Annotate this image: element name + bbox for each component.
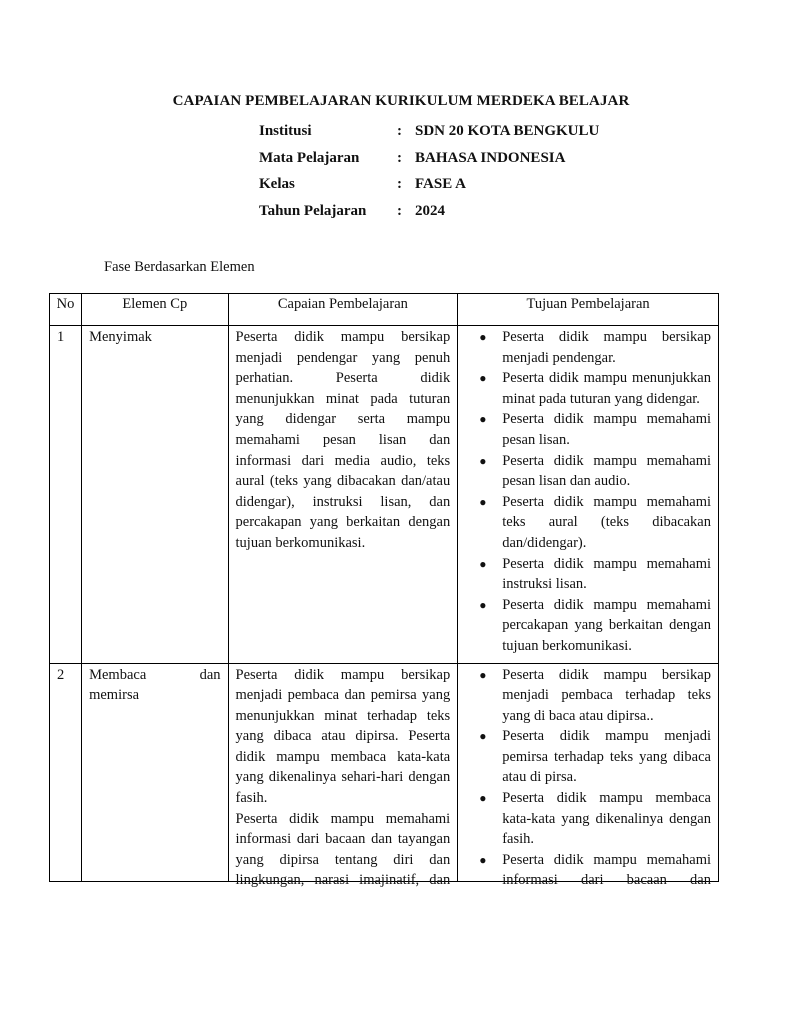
capaian-block bbox=[235, 665, 451, 889]
list-item bbox=[458, 409, 711, 450]
info-row bbox=[259, 145, 599, 172]
row-number: 1 bbox=[50, 326, 82, 664]
info-row bbox=[259, 171, 599, 198]
tujuan-list bbox=[458, 665, 711, 892]
bullet-icon: ● bbox=[479, 412, 487, 427]
capaian-paragraph: Peserta didik mampu bersikap menjadi pembaca dan pemirsa yang menunjukkan minat terhadap teks yang dibaca atau dipirsa. Peserta didik mampu membaca kata-kata yang dikenalinya sehari-hari dengan fasih. bbox=[235, 666, 451, 807]
row-tujuan bbox=[458, 663, 719, 889]
section-subtitle: Fase Berdasarkan Elemen bbox=[104, 259, 255, 275]
info-separator: : bbox=[397, 176, 402, 193]
cp-table bbox=[49, 293, 719, 889]
bullet-icon: ● bbox=[479, 667, 487, 682]
info-block bbox=[259, 118, 599, 225]
info-value: BAHASA INDONESIA bbox=[415, 149, 566, 166]
list-item-text: Peserta didik mampu bersikap menjadi pembaca terhadap teks yang di baca atau dipirsa.. bbox=[502, 666, 711, 724]
list-item bbox=[458, 368, 711, 409]
list-item-text: Peserta didik mampu menjadi pemirsa terhadap teks yang dibaca atau di pirsa. bbox=[502, 728, 711, 786]
table-header-row bbox=[50, 294, 719, 326]
bullet-icon: ● bbox=[479, 852, 487, 867]
bullet-icon: ● bbox=[479, 556, 487, 571]
info-separator: : bbox=[397, 122, 402, 139]
row-elemen: Menyimak bbox=[82, 326, 228, 664]
info-value: SDN 20 KOTA BENGKULU bbox=[415, 122, 600, 139]
list-item bbox=[458, 665, 711, 727]
tujuan-block bbox=[458, 665, 711, 889]
bullet-icon: ● bbox=[479, 729, 487, 744]
info-label: Institusi bbox=[259, 122, 312, 139]
bullet-icon: ● bbox=[479, 791, 487, 806]
document-title: CAPAIAN PEMBELAJARAN KURIKULUM MERDEKA BELAJAR bbox=[172, 93, 630, 109]
list-item-text: Peserta didik mampu memahami instruksi lisan. bbox=[502, 555, 711, 593]
info-value: FASE A bbox=[415, 176, 466, 193]
list-item bbox=[458, 595, 711, 657]
header-no: No bbox=[50, 294, 82, 326]
bullet-icon: ● bbox=[479, 494, 487, 509]
list-item bbox=[458, 554, 711, 595]
info-row bbox=[259, 118, 599, 145]
info-value: 2024 bbox=[415, 202, 445, 219]
tujuan-list bbox=[458, 327, 711, 657]
list-item bbox=[458, 726, 711, 788]
info-label: Kelas bbox=[259, 176, 295, 193]
list-item-text: Peserta didik mampu menunjukkan minat pada tuturan yang didengar. bbox=[502, 370, 711, 407]
row-elemen bbox=[82, 663, 228, 881]
list-item-text: Peserta didik mampu memahami pesan lisan dan audio. bbox=[502, 452, 711, 490]
list-item bbox=[458, 492, 711, 554]
table-row bbox=[50, 663, 719, 881]
info-separator: : bbox=[397, 202, 402, 219]
bullet-icon: ● bbox=[479, 453, 487, 468]
list-item-text: Peserta didik mampu memahami informasi dari bacaan dan bbox=[502, 851, 711, 889]
row-number bbox=[50, 663, 82, 881]
header-elemen: Elemen Cp bbox=[82, 294, 228, 326]
info-label: Mata Pelajaran bbox=[259, 149, 360, 166]
row-tujuan bbox=[458, 326, 719, 664]
capaian-paragraph: Peserta didik mampu bersikap menjadi pendengar yang penuh perhatian. Peserta didik menunjukkan minat pada tuturan yang didengar serta mampu memahami pesan lisan dan informasi dari media audio, teks aural (teks yang dibacakan dan/atau didengar), instruksi lisan, dan percakapan yang berkaitan dengan tujuan berkomunikasi. bbox=[235, 329, 451, 551]
row-number-text: 2 bbox=[57, 666, 65, 683]
row-capaian bbox=[228, 326, 458, 664]
bullet-icon: ● bbox=[479, 371, 487, 386]
list-item bbox=[458, 327, 711, 368]
info-separator: : bbox=[397, 149, 402, 166]
table-row bbox=[50, 326, 719, 664]
list-item bbox=[458, 788, 711, 850]
info-label: Tahun Pelajaran bbox=[259, 202, 367, 219]
capaian-paragraph: Peserta didik mampu memahami informasi dari bacaan dan tayangan yang dipirsa tentang diri dan lingkungan, narasi imajinatif, dan bbox=[235, 810, 451, 889]
list-item-text: Peserta didik mampu bersikap menjadi pendengar. bbox=[502, 329, 711, 366]
bullet-icon: ● bbox=[479, 330, 487, 344]
list-item bbox=[458, 451, 711, 492]
list-item-text: Peserta didik mampu memahami pesan lisan. bbox=[502, 411, 711, 448]
row-elemen-text: Membaca dan memirsa bbox=[89, 666, 221, 704]
list-item-text: Peserta didik mampu membaca kata-kata yang dikenalinya dengan fasih. bbox=[502, 790, 711, 848]
header-capaian: Capaian Pembelajaran bbox=[228, 294, 458, 326]
bullet-icon: ● bbox=[479, 597, 487, 612]
info-row bbox=[259, 198, 599, 225]
row-capaian bbox=[228, 663, 458, 889]
list-item-text: Peserta didik mampu memahami teks aural (teks dibacakan dan/didengar). bbox=[502, 493, 711, 551]
header-tujuan: Tujuan Pembelajaran bbox=[458, 294, 719, 326]
list-item bbox=[458, 850, 711, 891]
list-item-text: Peserta didik mampu memahami percakapan yang berkaitan dengan tujuan berkomunikasi. bbox=[502, 596, 711, 654]
